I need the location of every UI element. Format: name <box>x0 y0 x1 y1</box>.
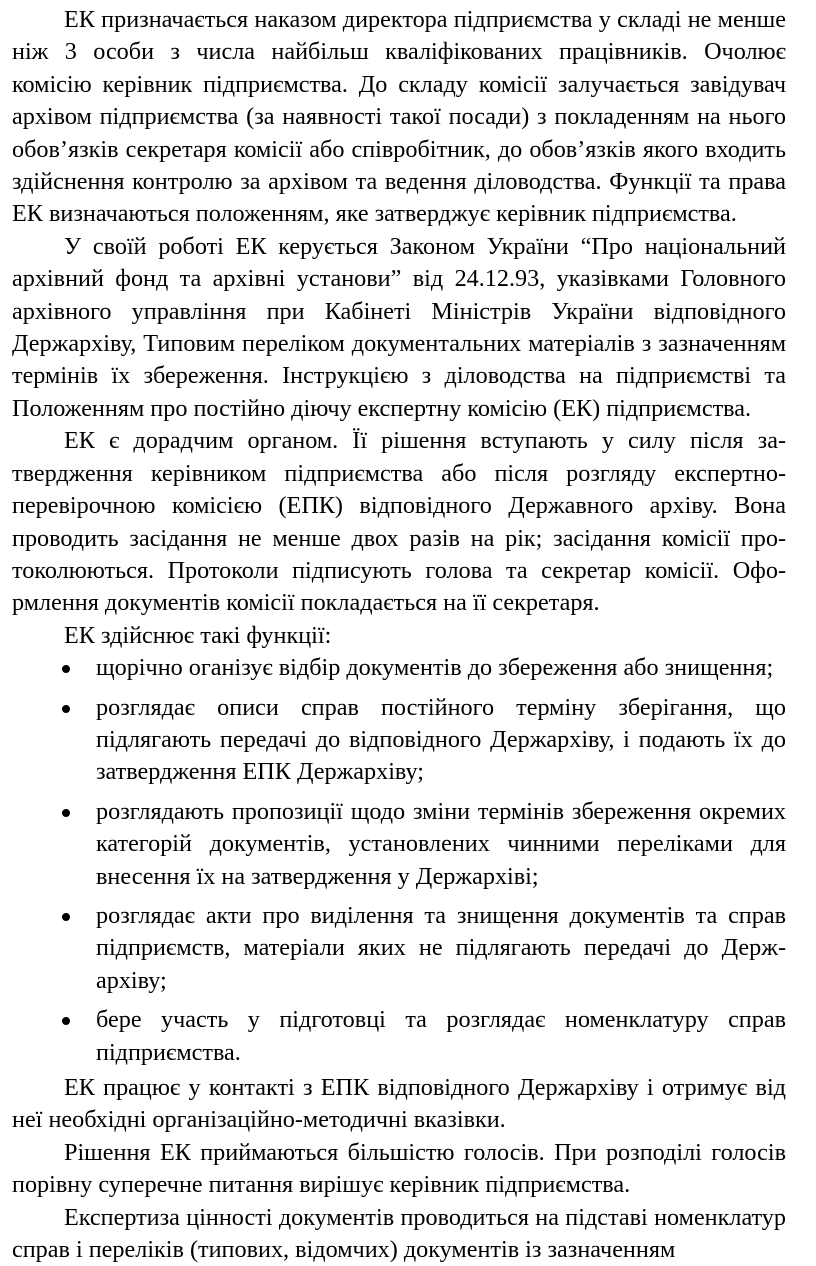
list-item <box>12 796 786 893</box>
list-item <box>12 652 786 684</box>
list-item-text: щорічно оганізує відбір документів до збереження або знищення; <box>96 654 774 682</box>
paragraph-functions-intro: ЕК здійснює такі функції: <box>64 621 332 649</box>
paragraph-advisory-body: ЕК є дорадчим органом. Її рішення вступають у силу після затвердження керівником підприємства або після розгляду експертно-перевірочною комісією (ЕПК) відповідного Державного архіву. Вона проводить засідання не менше двох разів на рік; засідання комісії протоколюються. Протоколи підписують голова та секретар комісії. Оформлення документів комісії покладається на її секретаря. <box>12 427 786 617</box>
bullet-icon <box>62 913 70 921</box>
list-item-text: розглядає описи справ постійного терміну зберігання, що підлягають передачі до відповідного Держархіву, і подають їх до затвердження ЕПК Держархіву; <box>96 693 786 786</box>
functions-list <box>12 652 786 1069</box>
bullet-icon <box>62 705 70 713</box>
list-item <box>12 1004 786 1069</box>
paragraph-decisions: Рішення ЕК приймаються більшістю голосів. При розподілі голосів порівну суперечне питання вирішує керівник підприємства. <box>12 1138 786 1199</box>
paragraph-commission-composition: ЕК призначається наказом директора підприємства у складі не менше ніж 3 особи з числа найбільш кваліфікованих працівників. Очолює комісію керівник підприємства. До складу комісії залучається завідувач архівом підприємства (за наявності такої посади) з покладенням на нього обов’язків секретаря комісії або співробітник, до обов’язків якого входить здійснення контролю за архівом та ведення діловодства. Функції та права ЕК визначаються положенням, яке затверджує керівник підприємства. <box>12 6 786 228</box>
list-item-text: розглядає акти про виділення та знищення документів та справ підприємств, матеріали яких не підлягають передачі до Держархіву; <box>96 901 786 994</box>
paragraph-expertise: Експертиза цінності документів проводиться на підставі номенклатур справ і переліків (типових, відомчих) документів із зазначенням <box>12 1203 786 1264</box>
bullet-icon <box>62 809 70 817</box>
list-item-text: розглядають пропозиції щодо зміни термінів збереження окремих категорій документів, установлених чинними переліками для внесення їх на затвердження у Держархіві; <box>96 797 786 890</box>
bullet-icon <box>62 1017 70 1025</box>
paragraph-legal-basis: У своїй роботі ЕК керується Законом України “Про національний архівний фонд та архівні установи” від 24.12.93, указівками Головного архівного управління при Кабінеті Міністрів України відповідного Держархіву, Типовим переліком документальних матеріалів з зазначенням термінів їх збереження. Інструкцією з діловодства на підприємстві та Положенням про постійно діючу експертну комісію (ЕК) підприємства. <box>12 232 786 422</box>
list-item-text: бере участь у підготовці та розглядає номенклатуру справ підприємства. <box>96 1006 786 1066</box>
list-item <box>12 900 786 997</box>
paragraph-contact-epk: ЕК працює у контакті з ЕПК відповідного Держархіву і отримує від неї необхідні організаційно-методичні вказівки. <box>12 1074 786 1134</box>
bullet-icon <box>62 665 70 673</box>
list-item <box>12 692 786 789</box>
